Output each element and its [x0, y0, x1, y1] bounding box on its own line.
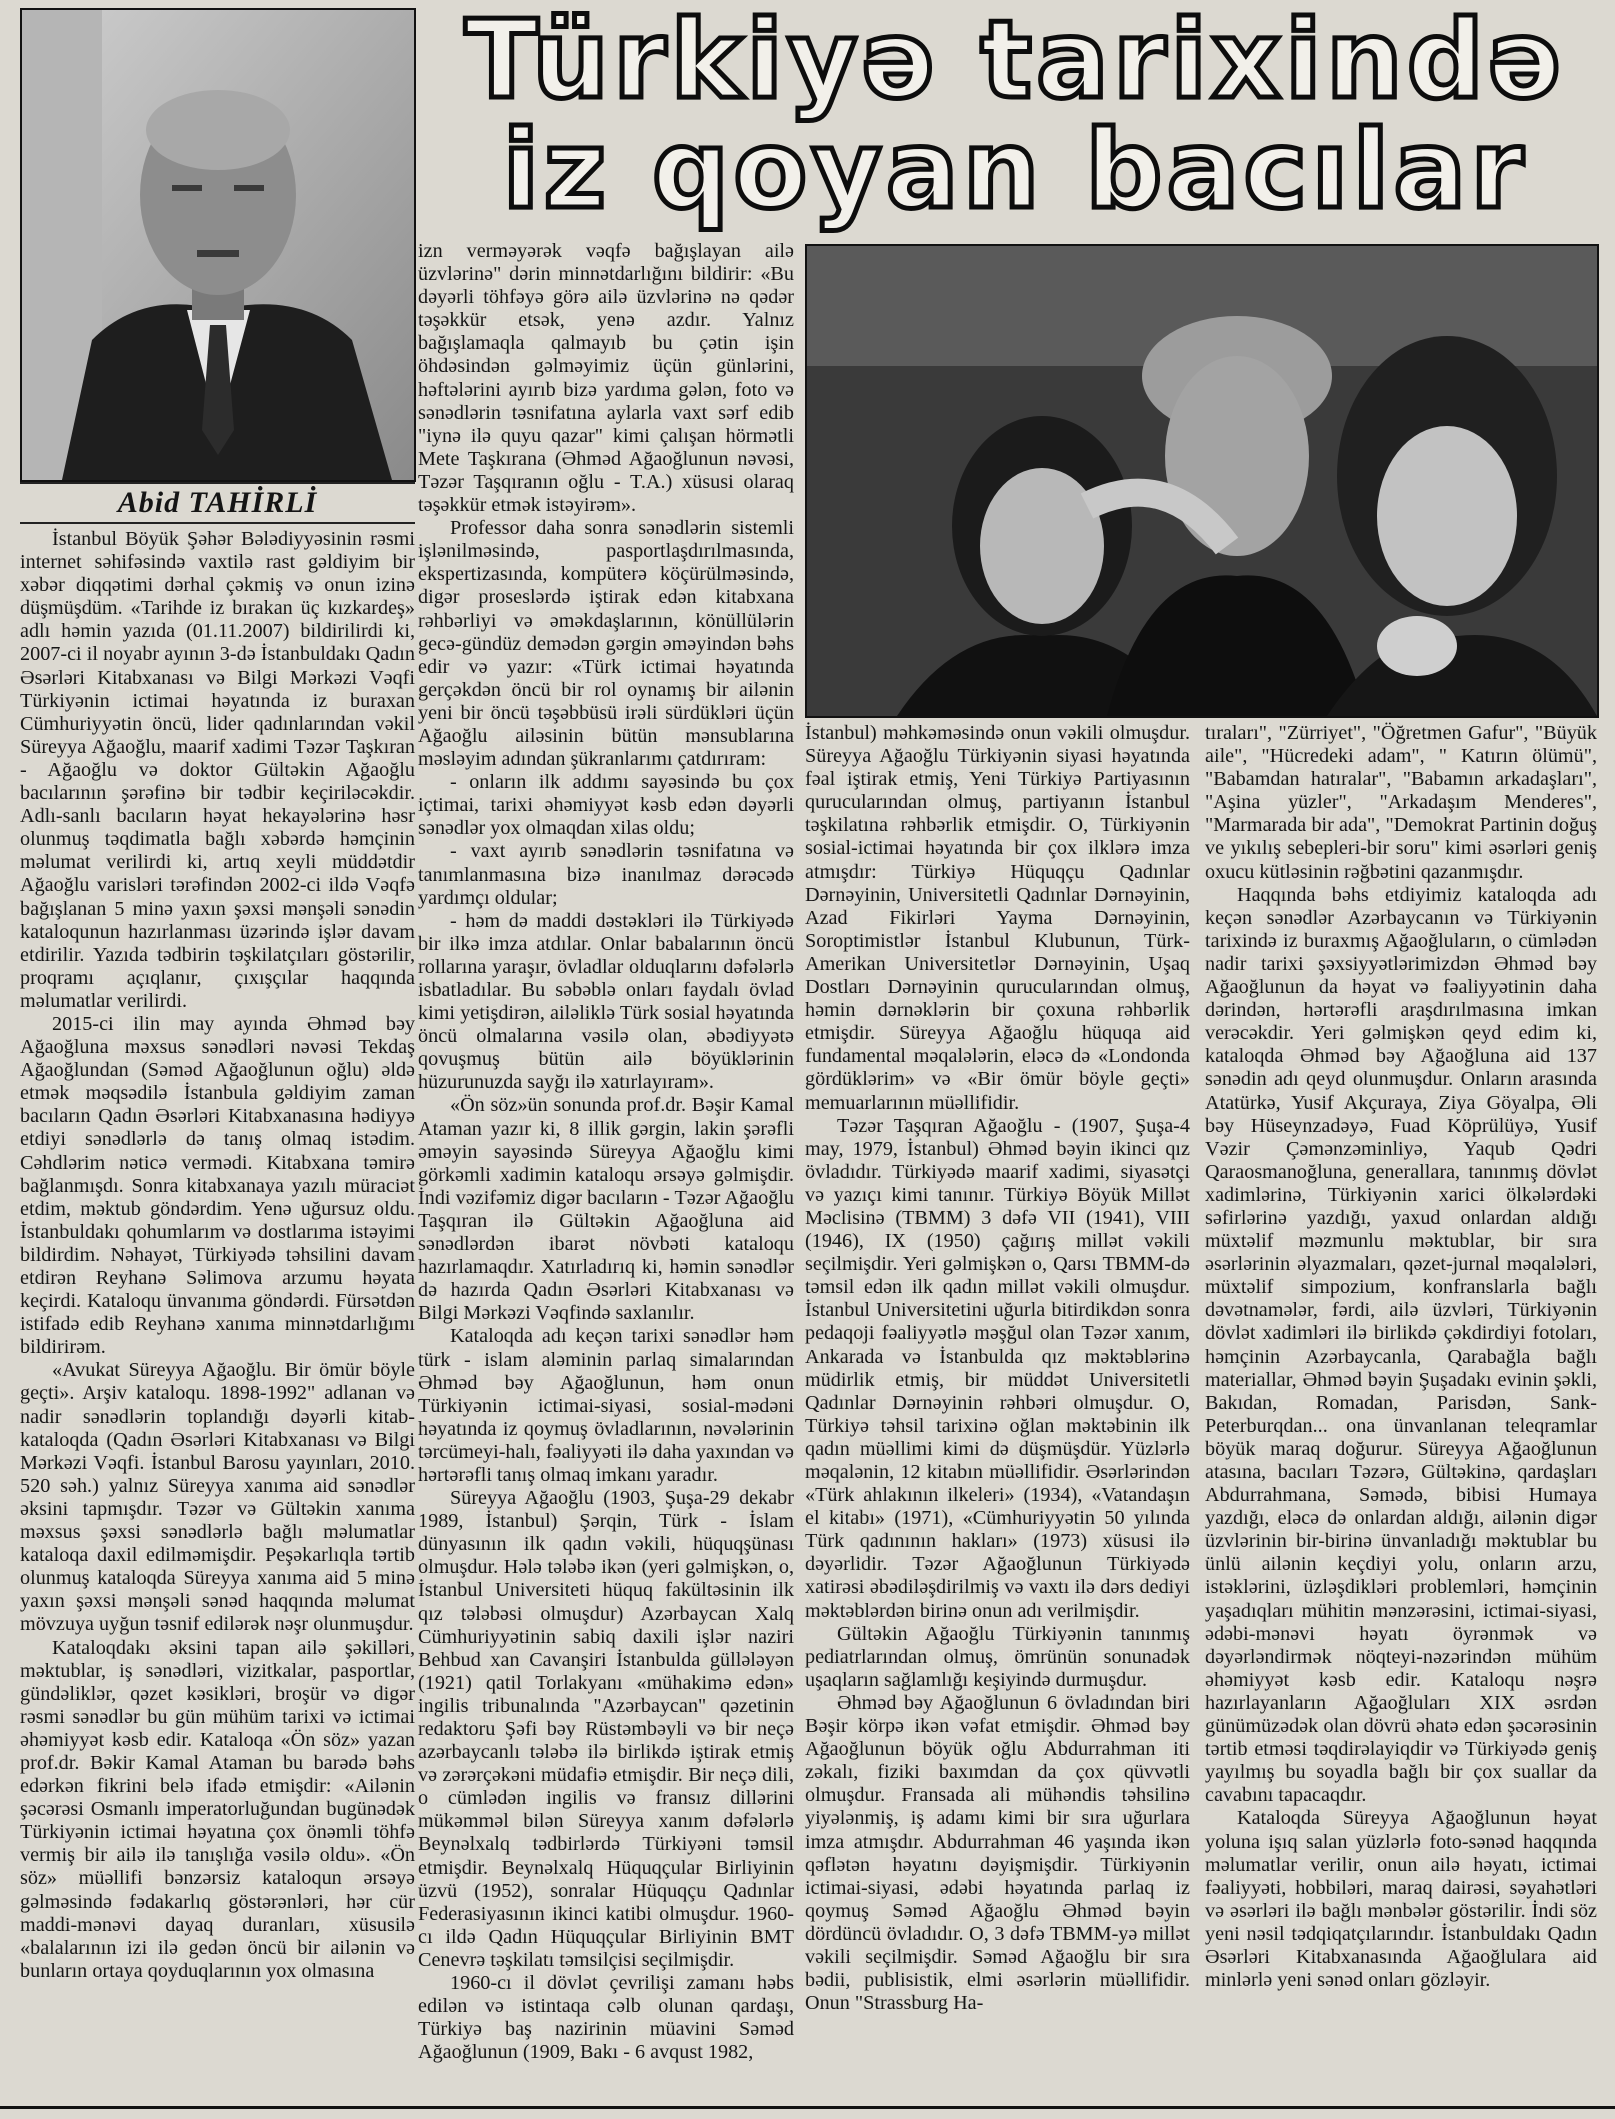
paragraph: Kataloqdakı əksini tapan ailə şəkilləri, məktublar, iş sənədləri, vizitkalar, pasportlar, gündəliklər, qəzet kəsikləri, broşür və digər rəsmi sənədlər bu gün mühüm tarixi və ictimai əhəmiyyət kəsb edir. Kataloqa «Ön söz» yazan prof.dr. Bəkir Kamal Ataman bu barədə bəhs edərkən fikrini belə ifadə etmişdir: «Ailənin şəcərəsi Osmanlı imperatorluğundan bugünədək Türkiyənin ictimai həyatına çox önəmli töhfə vermiş bir ailə ilə tanışlığa vəsilə oldu». «Ön söz» müəllifi bənzərsiz kataloqun ərsəyə gəlməsində fədakarlıq göstərənləri, hər cür maddi-mənəvi dayaq duranları, xüsusilə «balalarının izi ilə gedən öncü bir ailənin və bunların ortaya qoyduqlarının yox olmasına [20, 1636, 415, 1982]
text-column-2 [418, 240, 794, 2095]
text-column-1 [20, 528, 415, 2093]
paragraph: 2015-ci ilin may ayında Əhməd bəy Ağaoğluna məxsus sənədləri nəvəsi Tekdaş Ağaoğlundan (Səməd Ağaoğlunun oğlu) əldə etmək məqsədilə İstanbula gəldiyim zaman bacıların Qadın Əsərləri Kitabxanasına hədiyyə etdiyi sənədlərlə də tanış olmaq istədim. Cəhdlərim nəticə vermədi. Kitabxana təmirə bağlanmışdı. Sonra kitabxanaya yazılı müraciət etdim, məktub göndərdim. Yenə uğursuz oldu. İstanbuldakı qohumlarım və dostlarıma istəyimi bildirdim. Nəhayət, Türkiyədə təhsilini davam etdirən Reyhanə Səlimova arzumu həyata keçirdi. Kataloqu ünvanıma göndərdi. Fürsətdən istifadə edib Reyhanə xanıma minnətdarlığımı bildirirəm. [20, 1012, 415, 1359]
man-portrait-icon [22, 10, 414, 480]
paragraph: Gültəkin Ağaoğlu Türkiyənin tanınmış pediatrlarından olmuş, ömrünün sonunadək uşaqların sağlamlığı keşiyində durmuşdur. [805, 1622, 1190, 1691]
paragraph: tıraları", "Zürriyet", "Öğretmen Gafur", "Büyük aile", "Hücredeki adam", " Katırın ölümü", "Babamdan hatıralar", "Babamın arkadaşları", "Aşina yüzler", "Arkadaşım Menderes", "Marmarada bir ada", "Demokrat Partinin doğuş ve yıkılış sebepleri-bir soru" kimi əsərləri geniş oxucu kütləsinin rəğbətini qazanmışdır. [1205, 722, 1597, 883]
paragraph: - vaxt ayırıb sənədlərin təsnifatına və tanımlanmasına bizə inanılmaz dərəcədə yardımçı oldular; [418, 840, 794, 909]
author-portrait [20, 8, 416, 482]
three-people-photo-icon [807, 246, 1597, 716]
paragraph: Kataloqda adı keçən tarixi sənədlər həm türk - islam aləminin parlaq simalarından Əhməd bəy Ağaoğlunun, həm onun Türkiyənin ictimai-siyasi, sosial-mədəni həyatında iz qoymuş övladlarının, nəvələrinin tərcümeyi-halı, fəaliyyəti ilə daha yaxından və hərtərəfli tanış olmaq imkanı yaradır. [418, 1325, 794, 1486]
paragraph: Kataloqda Süreyya Ağaoğlunun həyat yoluna işıq salan yüzlərlə foto-sənəd haqqında məlumatlar verilir, onun ailə həyatı, ictimai fəaliyyəti, hobbiləri, maraq dairəsi, səyahətləri və əsərləri ilə bağlı mənbələr göstərilir. İndi söz yeni nəsil tədqiqatçılarındır. İstanbuldakı Qadın Əsərləri Kitabxanasında Ağaoğlulara aid minlərlə yeni sənəd onları gözləyir. [1205, 1807, 1597, 1992]
paragraph: 1960-cı il dövlət çevrilişi zamanı həbs edilən və istintaqa cəlb olunan qardaşı, Türkiyə baş nazirinin müavini Səməd Ağaoğlunun (1909, Bakı - 6 avqust 1982, [418, 1972, 794, 2064]
text-column-3 [805, 722, 1190, 2094]
paragraph: - onların ilk addımı sayəsində bu çox içtimai, tarixi əhəmiyyət kəsb edən dəyərli sənədlər yox olmaqdan xilas oldu; [418, 771, 794, 840]
author-byline: Abid TAHİRLİ [20, 482, 415, 524]
paragraph: Təzər Taşqıran Ağaoğlu - (1907, Şuşa-4 may, 1979, İstanbul) Əhməd bəyin ikinci qız övladıdır. Türkiyədə maarif xadimi, siyasətçi və yazıçı kimi tanınır. Türkiyə Böyük Millət Məclisinə (TBMM) 3 dəfə VII (1941), VIII (1946), IX (1950) çağırış millət vəkili seçilmişdir. Yeri gəlmişkən o, Qarsı TBMM-də təmsil edən ilk qadın millət vəkili olmuşdur. İstanbul Universitetini uğurla bitirdikdən sonra pedaqoji fəaliyyətlə məşğul olan Təzər xanım, Ankarada və İstanbulda qız məktəblərinə müdirlik etmiş, bir müddət Universitetli Qadınlar Dərnəyinin rəhbəri olmuşdur. O, Türkiyə təhsil tarixinə oğlan məktəbinin ilk qadın müəllimi kimi də düşmüşdür. Yüzlərlə məqalənin, 12 kitabın müəllifidir. Əsərlərindən «Türk ahlakının ilkeleri» (1934), «Vatandaşın el kitabı» (1971), «Cümhuriyyətin 50 yılında Türk qadınının hakları» (1973) xüsusi ilə dəyərlidir. Təzər Ağaoğlunun Türkiyədə xatirəsi əbədiləşdirilmiş və vaxtı ilə dərs dediyi məktəblərdən birinə onun adı verilmişdir. [805, 1114, 1190, 1622]
paragraph: «Ön söz»ün sonunda prof.dr. Bəşir Kamal Ataman yazır ki, 8 illik gərgin, lakin şərəfli əməyin sayəsində Süreyya Ağaoğlu kimi görkəmli xadimin kataloqu ərsəyə gəlmişdir. İndi vəzifəmiz digər bacıların - Təzər Ağaoğlu Taşqıran ilə Gültəkin Ağaoğluna aid sənədlərdən ibarət növbəti kataloqu hazırlamaqdır. Xatırladırıq ki, həmin sənədlər də hazırda Qadın Əsərləri Kitabxanası və Bilgi Mərkəzi Vəqfində saxlanılır. [418, 1094, 794, 1325]
paragraph: Süreyya Ağaoğlu (1903, Şuşa-29 dekabr 1989, İstanbul) Şərqin, Türk - İslam dünyasının ilk qadın vəkili, hüquqşünası olmuşdur. Hələ tələbə ikən (yeri gəlmişkən, o, İstanbul Universiteti hüquq fakültəsinin ilk qız tələbəsi olmuşdur) Azərbaycan Xalq Cümhuriyyətinin sabiq daxili işlər naziri Behbud xan Cavanşiri İstanbulda güllələyən (1921) qatil Torlakyanı «mühakimə edən» ingilis tribunalında "Azərbaycan" qəzetinin redaktoru Şəfi bəy Rüstəmbəyli və bir neçə azərbaycanlı tələbə ilə birlikdə iştirak etmiş və zərərçəkəni müdafiə etmişdir. Bir neçə dili, o cümlədən ingilis və fransız dillərini mükəmməl bilən Süreyya xanım dəfələrlə Beynəlxalq tədbirlərdə Türkiyəni təmsil etmişdir. Beynəlxalq Hüquqçular Birliyinin üzvü (1952), sonralar Hüquqçu Qadınlar Federasiyasının ikinci katibi olmuşdur. 1960-cı ildə Qadın Hüquqçular Birliyinin BMT Cenevrə təşkilatı təmsilçisi seçilmişdir. [418, 1487, 794, 1971]
paragraph: - həm də maddi dəstəkləri ilə Türkiyədə bir ilkə imza atdılar. Onlar babalarının öncü rollarına yaraşır, övladlar olduqlarını dəfələrlə isbatladılar. Bu səbəblə onları faydalı övlad kimi yetişdirən, ailəliklə Türk sosial həyatında öncü olmalarına vəsilə olan, əbədiyyətə qovuşmuş bütün ailə böyüklərinin hüzurunuzda sayğı ilə xatırlayıram». [418, 909, 794, 1094]
paragraph: «Avukat Süreyya Ağaoğlu. Bir ömür böyle geçti». Arşiv kataloqu. 1898-1992" adlanan və nadir sənədlərin toplandığı dəyərli kitab-kataloqda (Qadın Əsərləri Kitabxanası və Bilgi Mərkəzi Vəqfi. İstanbul Barosu yayınları, 2010. 520 səh.) yalnız Süreyya xanıma aid sənədlər əksini tapmışdır. Təzər və Gültəkin xanıma məxsus şəxsi sənədlərlə bağlı məlumatlar kataloqa daxil edilməmişdir. Peşəkarlıqla tərtib olunmuş kataloqda Süreyya xanıma aid 5 minə yaxın şəxsi mənşəli sənəd haqqında məlumat mövzuya uyğun təsnif edilərək nəşr olunmuşdur. [20, 1359, 415, 1636]
paragraph: Əhməd bəy Ağaoğlunun 6 övladından biri Bəşir körpə ikən vəfat etmişdir. Əhməd bəy Ağaoğlunun böyük oğlu Abdurrahman iti zəkalı, fiziki baxımdan da çox qüvvətli olmuşdur. Fransada ali mühəndis təhsilinə yiyələnmiş, iş adamı kimi bir sıra uğurlara imza atmışdır. Abdurrahman 46 yaşında ikən qəflətən həyatını dəyişmişdir. Türkiyənin ictimai-siyasi, ədəbi həyatında parlaq iz qoymuş Səməd Ağaoğlu Əhməd bəyin dördüncü övladıdır. O, 3 dəfə TBMM-yə millət vəkili seçilmişdir. Səməd Ağaoğlu bir sıra bədii, publisistik, elmi əsərlərin müəllifidir. Onun "Strassburg Ha- [805, 1691, 1190, 2015]
headline-line-1: Türkiyə tarixində [464, 0, 1566, 123]
headline [430, 0, 1600, 236]
paragraph: izn verməyərək vəqfə bağışlayan ailə üzvlərinə" dərin minnətdarlığını bildirir: «Bu dəyərli töhfəyə görə ailə üzvlərinə nə qədər təşəkkür etsək, yenə azdır. Yalnız bağışlamaqla qalmayıb bu çətin işin öhdəsindən gəlməyimiz üçün günlərini, həftələrini ayırıb bizə yardıma gələn, foto və sənədlərin təsnifatına aylarla vaxt sərf edib "iynə ilə quyu qazar" kimi çalışan hörmətli Mete Taşkırana (Əhməd Ağaoğlunun nəvəsi, Təzər Taşqıranın oğlu - T.A.) xüsusi olaraq təşəkkür etmək istəyirəm». [418, 240, 794, 517]
family-photo [805, 244, 1599, 718]
paragraph: Professor daha sonra sənədlərin sistemli işlənilməsində, pasportlaşdırılmasında, ekspertizasında, kompüterə köçürülməsində, digər proseslərdə iştirak edən kitabxana rəhbərliyi və əməkdaşlarının, könüllülərin gecə-gündüz demədən gərgin əməyindən bəhs edir və yazır: «Türk ictimai həyatında gerçəkdən öncü bir rol oynamış bir ailənin yeni bir öncü təşəbbüsü irəli sürdükləri üçün Ağaoğlu ailəsinin bütün mənsublarına məsləyim adından şükranlarımı çatdırıram: [418, 517, 794, 771]
text-column-4 [1205, 722, 1597, 2094]
bottom-rule [0, 2106, 1615, 2109]
paragraph: İstanbul Böyük Şəhər Bələdiyyəsinin rəsmi internet səhifəsində vaxtilə rast gəldiyim bir xəbər diqqətimi dərhal çəkmiş və onun izinə düşmüşdüm. «Tarihde iz bırakan üç kızkardeş» adlı həmin yazıda (01.11.2007) bildirilirdi ki, 2007-ci il noyabr ayının 3-də İstanbuldakı Qadın Əsərləri Kitabxanası və Bilgi Mərkəzi Vəqfi Türkiyənin ictimai həyatında iz buraxan Cümhuriyyətin öncü, lider qadınlarından vəkil Süreyya Ağaoğlu, maarif xadimi Təzər Taşkıran - Ağaoğlu və doktor Gültəkin Ağaoğlu bacılarının şərəfinə bir tədbir keçiriləcəkdir. Adlı-sanlı bacıların həyat hekayələrinə həsr olunmuş təqdimatla bağlı xəbərdə həmçinin məlumat verilirdi ki, artıq xeyli müddətdir Ağaoğlu varisləri tərəfindən 2002-ci ildə Vəqfə bağışlanan 5 minə yaxın şəxsi mənşəli sənədin kataloqunun hazırlanması üzərində işlər davam etdirilir. Yazıda tədbirin təşkilatçıları göstərilir, proqramı açıqlanır, çıxışçılar haqqında məlumatlar verilirdi. [20, 528, 415, 1012]
paragraph: İstanbul) məhkəməsində onun vəkili olmuşdur. Süreyya Ağaoğlu Türkiyənin siyasi həyatında fəal iştirak etmiş, Yeni Türkiyə Partiyasının qurucularından olmuş, partiyanın İstanbul təşkilatına rəhbərlik etmişdir. O, Türkiyənin sosial-ictimai həyatında bir çox ilklərə imza atmışdır: Türkiyə Hüquqçu Qadınlar Dərnəyinin, Universitetli Qadınlar Dərnəyinin, Azad Fikirləri Yayma Dərnəyinin, Soroptimistlər İstanbul Klubunun, Türk-Amerikan Universitetlər Dərnəyinin, Uşaq Dostları Dərnəyinin qurucularından olmuş, həmin dərnəklərin bir çoxuna rəhbərlik etmişdir. Süreyya Ağaoğlu hüquqa aid fundamental məqalələrin, eləcə də «Londonda gördüklərim» və «Bir ömür böyle geçti» memuarlarının müəllifidir. [805, 722, 1190, 1114]
headline-line-2: iz qoyan bacılar [502, 108, 1528, 233]
paragraph: Haqqında bəhs etdiyimiz kataloqda adı keçən sənədlər Azərbaycanın və Türkiyənin tarixində iz buraxmış Ağaoğluların, o cümlədən nadir tarixi şəxsiyyətlərimizdən Əhməd bəy Ağaoğlunun da həyat və fəaliyyətinin daha dərindən, hərtərəfli araşdırılmasına imkan verəcəkdir. Yeri gəlmişkən qeyd edim ki, kataloqda Əhməd bəy Ağaoğluna aid 137 sənədin adı qeyd olunmuşdur. Onların arasında Atatürkə, Yusif Akçuraya, Ziya Göyalpa, Əli bəy Hüseynzadəyə, Fuad Köprülüyə, Yusif Vəzir Çəmənzəminliyə, Yaqub Qədri Qaraosmanoğluna, generallara, tanınmış dövlət xadimlərinə, Türkiyənin xarici ölkələrdəki səfirlərinə yazdığı, yaxud onlardan aldığı müxtəlif məzmunlu məktublar, bir sıra əsərlərinin əlyazmaları, qəzet-jurnal məqalələri, müxtəlif simpozium, konfranslarla bağlı dəvətnamələr, fərdi, ailə üzvləri, Türkiyənin dövlət xadimləri ilə birlikdə çəkdirdiyi fotoları, həmçinin Azərbaycanla, Qarabağla bağlı materiallar, Əhməd bəyin Şuşadakı evinin şəkli, Bakıdan, Romadan, Parisdən, Sank-Peterburqdan... ona ünvanlanan teleqramlar böyük maraq doğurur. Süreyya Ağaoğlunun atasına, bacıları Təzərə, Gültəkinə, qardaşları Abdurrahmana, Səmədə, bibisi Humaya yazdığı, eləcə də onlardan aldığı, ailənin digər üzvlərinin bir-birinə ünvanladığı məktublar bu ünlü ailənin keçdiyi yolu, onların arzu, istəklərini, üzləşdikləri problemləri, həmçinin yaşadıqları mühitin mənzərəsini, ictimai-siyasi, ədəbi-mənəvi həyatı öyrənmək və dəyərləndirmək nöqteyi-nəzərindən mühüm əhəmiyyət kəsb edir. Kataloqu nəşrə hazırlayanların Ağaoğluları XIX əsrdən günümüzədək olan dövrü əhatə edən şəcərəsinin tərtib etməsi təqdirəlayiqdir və Türkiyədə geniş yayılmış bu soyadla bağlı bir çox suallar da cavabını tapacaqdır. [1205, 883, 1597, 1807]
